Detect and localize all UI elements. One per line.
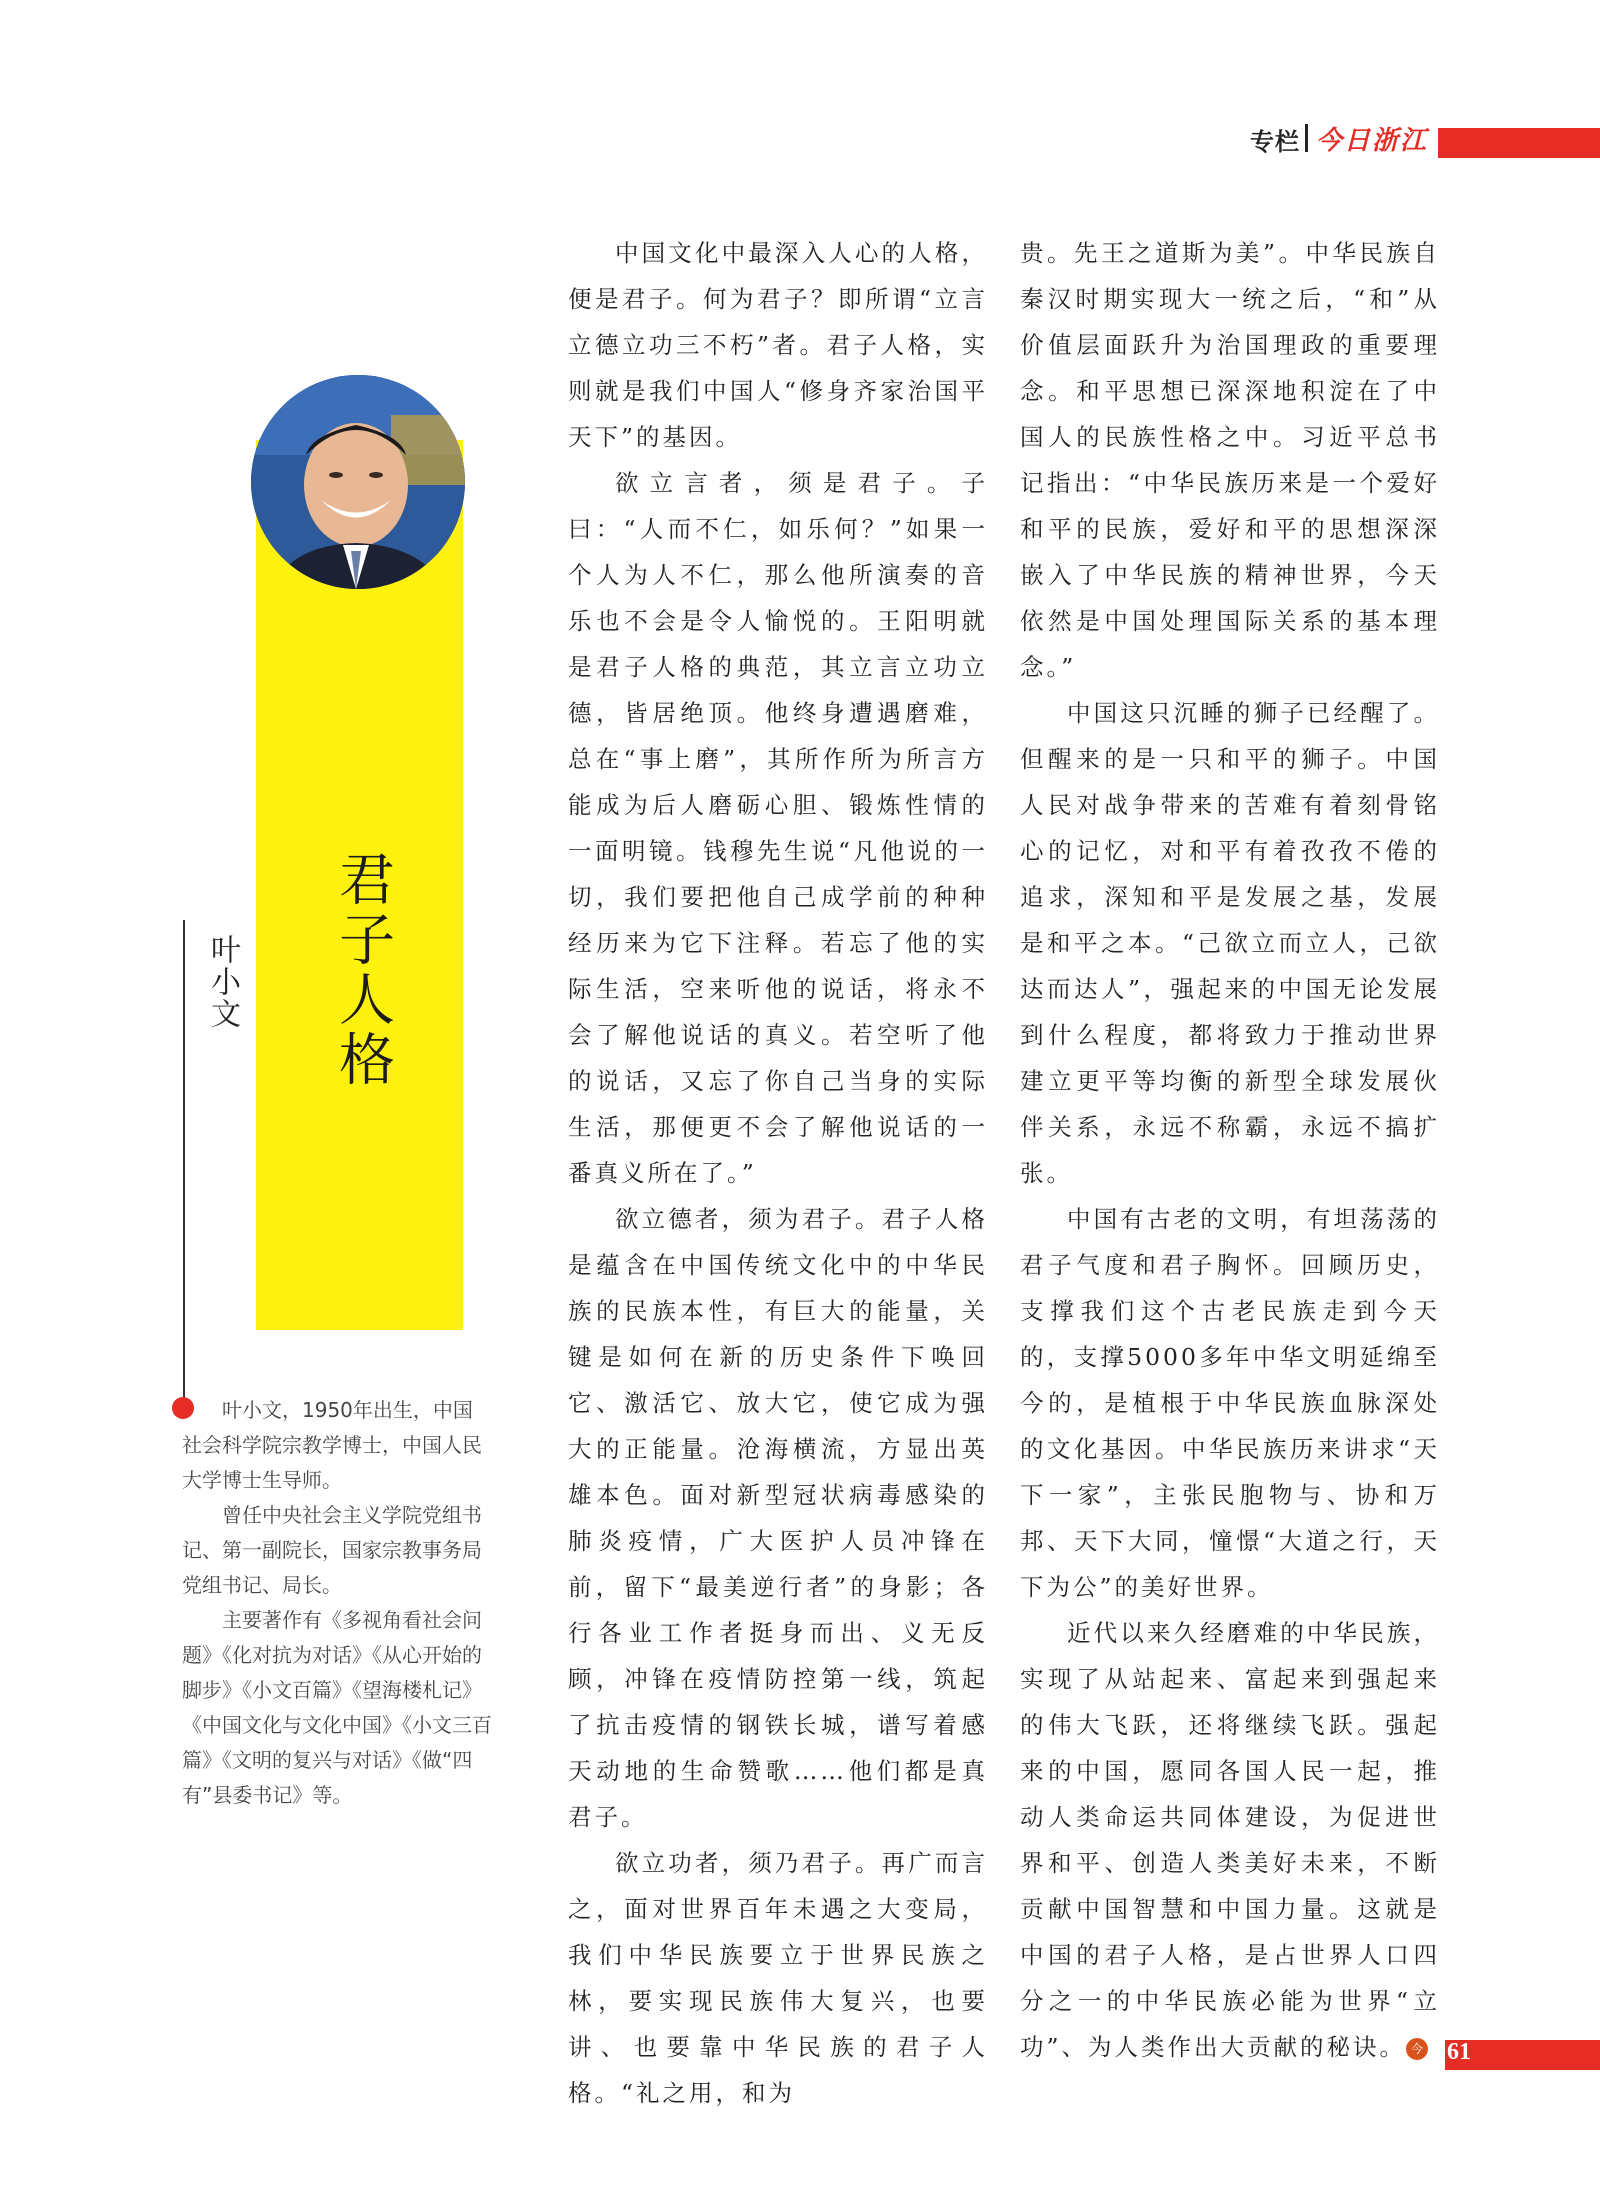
body-paragraph: 欲立德者，须为君子。君子人格是蕴含在中国传统文化中的中华民族的民族本性，有巨大的能量，关键是如何在新的历史条件下唤回它、激活它、放大它，使它成为强大的正能量。沧海横流，方显出英雄本色。面对新型冠状病毒感染的肺炎疫情，广大医护人员冲锋在前，留下“最美逆行者”的身影；各行各业工作者挺身而出、义无反顾，冲锋在疫情防控第一线，筑起了抗击疫情的钢铁长城，谱写着感天动地的生命赞歌……他们都是真君子。 [568, 1205, 988, 1831]
header-red-bar [1438, 128, 1600, 158]
bio-paragraph: 曾任中央社会主义学院党组书记、第一副院长，国家宗教事务局党组书记、局长。 [182, 1503, 482, 1597]
end-mark-icon: 今 [1406, 2038, 1428, 2060]
article-column-right [1020, 230, 1440, 2070]
author-portrait [251, 375, 465, 589]
column-label: 专栏 [1250, 128, 1300, 156]
author-rule [183, 920, 185, 1405]
body-paragraph: 中国文化中最深入人心的人格，便是君子。何为君子？即所谓“立言立德立功三不朽”者。君子人格，实则就是我们中国人“修身齐家治国平天下”的基因。 [568, 239, 988, 451]
body-paragraph: 贵。先王之道斯为美”。中华民族自秦汉时期实现大一统之后，“和”从价值层面跃升为治国理政的重要理念。和平思想已深深地积淀在了中国人的民族性格之中。习近平总书记指出：“中华民族历来是一个爱好和平的民族，爱好和平的思想深深嵌入了中华民族的精神世界，今天依然是中国处理国际关系的基本理念。” [1020, 239, 1440, 681]
body-paragraph: 欲立言者，须是君子。子曰：“人而不仁，如乐何？”如果一个人为人不仁，那么他所演奏的音乐也不会是令人愉悦的。王阳明就是君子人格的典范，其立言立功立德，皆居绝顶。他终身遭遇磨难，总在“事上磨”，其所作所为所言方能成为后人磨砺心胆、锻炼性情的一面明镜。钱穆先生说“凡他说的一切，我们要把他自己成学前的种种经历来为它下注释。若忘了他的实际生活，空来听他的说话，将永不会了解他说话的真义。若空听了他的说话，又忘了你自己当身的实际生活，那便更不会了解他说话的一番真义所在了。” [568, 469, 988, 1187]
portrait-image [251, 375, 465, 589]
author-bio [182, 1393, 492, 1813]
body-paragraph: 中国这只沉睡的狮子已经醒了。但醒来的是一只和平的狮子。中国人民对战争带来的苦难有着刻骨铭心的记忆，对和平有着孜孜不倦的追求，深知和平是发展之基，发展是和平之本。“己欲立而立人，己欲达而达人”，强起来的中国无论发展到什么程度，都将致力于推动世界建立更平等均衡的新型全球发展伙伴关系，永远不称霸，永远不搞扩张。 [1020, 699, 1440, 1187]
final-paragraph-text: 近代以来久经磨难的中华民族，实现了从站起来、富起来到强起来的伟大飞跃，还将继续飞跃。强起来的中国，愿同各国人民一起，推动人类命运共同体建设，为促进世界和平、创造人类美好未来，不断贡献中国智慧和中国力量。这就是中国的君子人格，是占世界人口四分之一的中华民族必能为世界“立功”、为人类作出大贡献的秘诀。 [1020, 1619, 1440, 2061]
bio-paragraph: 主要著作有《多视角看社会问题》《化对抗为对话》《从心开始的脚步》《小文百篇》《望海楼札记》《中国文化与文化中国》《小文三百篇》《文明的复兴与对话》《做“四有”县委书记》等。 [182, 1608, 492, 1807]
body-paragraph: 欲立功者，须乃君子。再广而言之，面对世界百年未遇之大变局，我们中华民族要立于世界民族之林，要实现民族伟大复兴，也要讲、也要靠中华民族的君子人格。“礼之用，和为 [568, 1849, 988, 2107]
bio-paragraph: 叶小文，1950年出生，中国社会科学院宗教学博士，中国人民大学博士生导师。 [182, 1398, 482, 1492]
header-divider [1305, 124, 1308, 152]
body-paragraph: 中国有古老的文明，有坦荡荡的君子气度和君子胸怀。回顾历史，支撑我们这个古老民族走到今天的，支撑5000多年中华文明延绵至今的，是植根于中华民族血脉深处的文化基因。中华民族历来讲求“天下一家”，主张民胞物与、协和万邦、天下大同，憧憬“大道之行，天下为公”的美好世界。 [1020, 1205, 1440, 1601]
article-column-left [568, 230, 988, 2116]
section-header [1250, 120, 1600, 158]
magazine-logo: 今日浙江 [1316, 126, 1429, 156]
page-number: 61 [1447, 2039, 1471, 2065]
author-name: 叶小文 [205, 934, 240, 1030]
article-title: 君子人格 [330, 850, 395, 1090]
body-paragraph [1020, 1610, 1440, 2070]
